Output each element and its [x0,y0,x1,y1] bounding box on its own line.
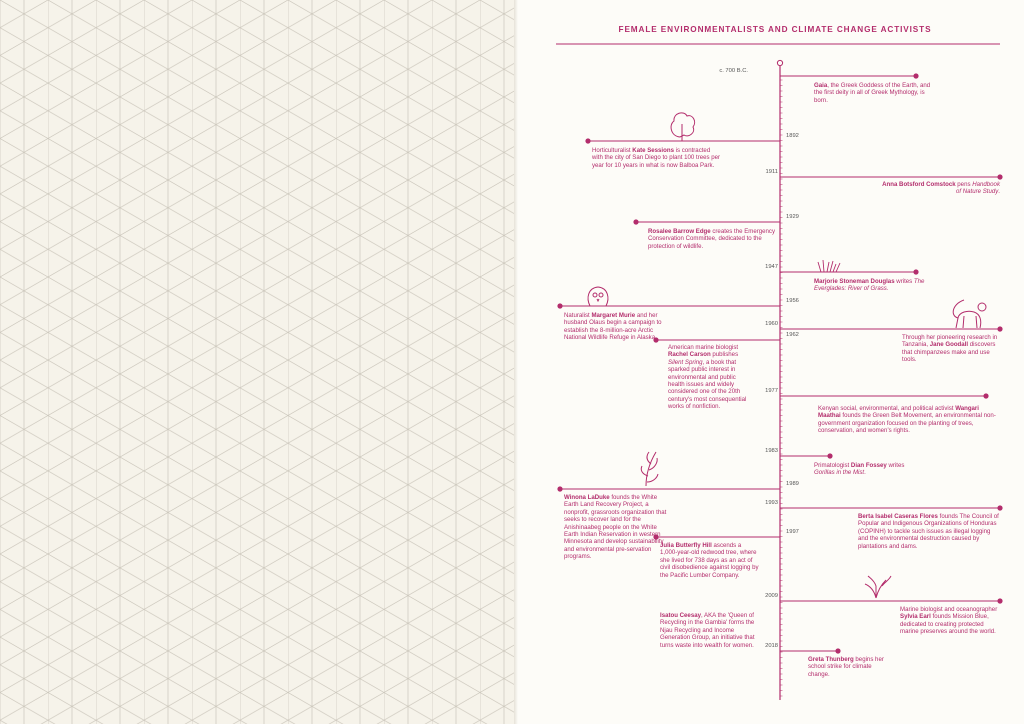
event-year: 1947 [765,264,778,270]
event-text: Marine biologist and oceanographer Sylvia Earl founds Mission Blue, dedicated to creating protected marine preserves around the world. [900,606,998,636]
event-year: 1960 [765,321,778,327]
event-text: Through her pioneering research in Tanzania, Jane Goodall discovers that chimpanzees make and use tools. [902,334,998,364]
event-year: 2018 [765,643,778,649]
event-year: 1983 [765,448,778,454]
person-name: Wangari Maathai [818,405,979,420]
event-text: Marjorie Stoneman Douglas writes The Everglades: River of Grass. [814,278,925,293]
event-year: 1997 [786,529,799,535]
timeline-page [518,0,1024,724]
event-year: 2009 [765,593,778,599]
person-name: Sylvia Earl [900,613,931,621]
event-text: Winona LaDuke founds the White Earth Land Recovery Project, a nonprofit, grassroots organization that seeks to recover land for the Anishinaabeg people on the White Earth Indian Reservation in western Minnesota and develop sustainability and environmental pre-servation programs. [564,494,667,561]
person-name: Julia Butterfly Hill [660,542,712,549]
event-dot [557,486,562,491]
owl-icon [588,287,608,306]
person-name: Greta Thunberg [808,656,854,663]
person-name: Margaret Murie [591,312,636,319]
event-year: 1929 [786,214,799,220]
person-name: Berta Isabel Caseras Flores [858,513,938,520]
event-dot [585,138,590,143]
event-dot [997,174,1002,179]
event-text: Kenyan social, environmental, and political activist Wangari Maathai founds the Green Belt Movement, an environmental non-government organization focused on the planting of trees, conservation, and women's rights. [818,405,996,435]
event-text: Berta Isabel Caseras Flores founds The Council of Popular and Indigenous Organizations of Honduras (COPINH) to tackle such issues as illegal logging and the environmental destruction caused by plantations and dams. [858,513,999,550]
coral-icon [865,576,891,598]
event-text: Isatou Ceesay, AKA the 'Queen of Recycling in the Gambia' forms the Njau Recycling and Income Generation Group, an initiative that turns waste into wealth for women. [660,612,755,649]
branch-icon [641,452,658,486]
page-title: FEMALE ENVIRONMENTALISTS AND CLIMATE CHANGE ACTIVISTS [618,25,932,34]
event-text: Anna Botsford Comstock pens Handbook of Nature Study. [882,181,1000,196]
event-text: Primatologist Dian Fossey writes Gorillas in the Mist. [814,462,905,477]
event-text: Naturalist Margaret Murie and her husband Olaus begin a campaign to establish the 8-million-acre Arctic National Wildlife Refuge in Alaska. [564,312,662,342]
event-dot [557,303,562,308]
grass-icon [818,260,840,272]
event-dot [633,219,638,224]
event-dot [913,269,918,274]
event-text: Julia Butterfly Hill ascends a 1,000-year-old redwood tree, where she lived for 738 days as an act of civil disobedience against logging by the Pacific Lumber Company. [660,542,759,579]
event-year: 1977 [765,388,778,394]
person-name: Rosalee Barrow Edge [648,228,711,235]
person-name: Winona LaDuke [564,494,610,501]
person-name: Isatou Ceesay [660,612,701,619]
event-dot [997,505,1002,510]
event-dot [835,648,840,653]
event-year: 1962 [786,332,799,338]
person-name: Kate Sessions [632,147,674,154]
event-dot [913,73,918,78]
person-name: Rachel Carson [668,351,711,359]
event-dot [983,393,988,398]
event-year: 1993 [765,500,778,506]
event-dot [997,326,1002,331]
event-text: Horticulturalist Kate Sessions is contracted with the city of San Diego to plant 100 trees per year for 10 years in what is now Balboa Park. [592,147,721,169]
event-year: 1989 [786,481,799,487]
person-name: Marjorie Stoneman Douglas [814,278,895,285]
event-year: 1956 [786,298,799,304]
event-text: Rosalee Barrow Edge creates the Emergency Conservation Committee, dedicated to the protection of wildlife. [648,228,776,250]
event-year: 1892 [786,133,799,139]
tree-icon [671,113,695,141]
axis-start-marker [777,60,782,65]
event-dot [997,598,1002,603]
person-name: Dian Fossey [850,462,887,469]
event-text: American marine biologist Rachel Carson publishes Silent Spring, a book that sparked public interest in environmental and public health issues and widely considered one of the 20th century's most consequential works of nonfiction. [668,344,747,411]
person-name: Gaia [814,82,828,89]
event-text: Greta Thunberg begins her school strike for climate change. [808,656,884,678]
event-year: 1911 [765,169,778,175]
event-text: Gaia, the Greek Goddess of the Earth, and the first deity in all of Greek Mythology, is born. [814,82,931,104]
person-name: Anna Botsford Comstock [882,181,956,188]
event-dot [827,453,832,458]
person-name: Jane Goodall [929,341,969,349]
event-year: c. 700 B.C. [719,68,748,74]
monkey-icon [953,300,986,328]
